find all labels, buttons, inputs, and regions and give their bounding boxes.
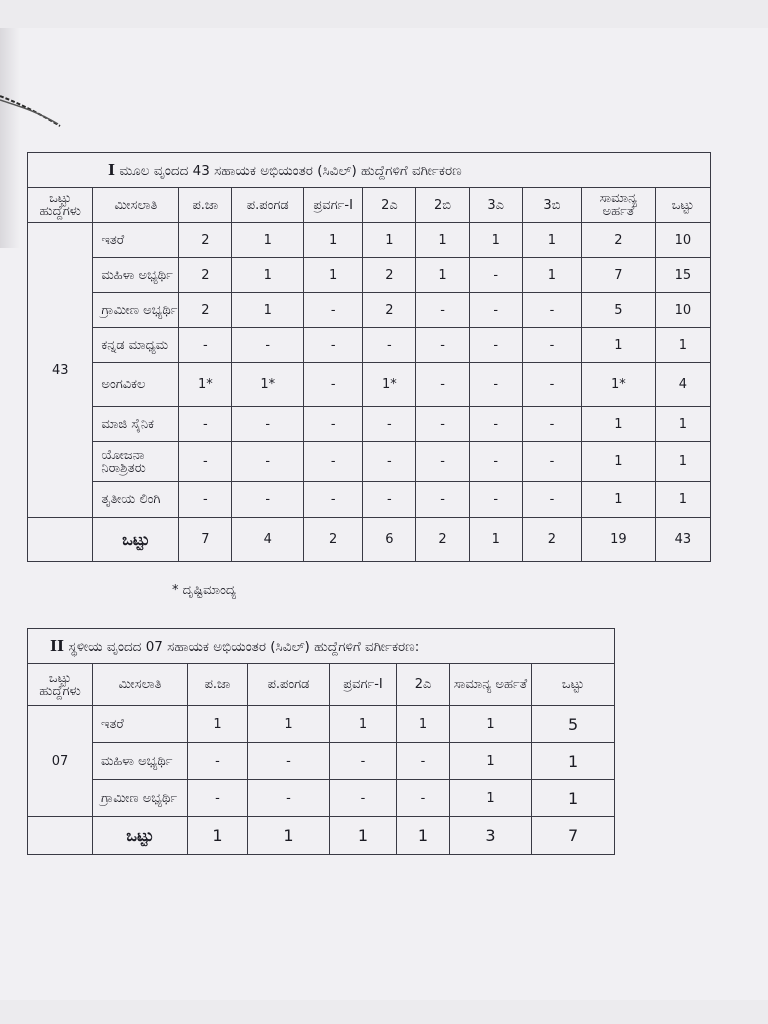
cell: -	[522, 293, 581, 328]
cell: 4	[655, 363, 710, 407]
cell: -	[188, 780, 248, 817]
row-label: ಮಾಜಿ ಸೈನಿಕ	[93, 407, 179, 442]
cell: 1	[655, 442, 710, 482]
footnote: * ದೃಷ್ಟಿಮಾಂದ್ಯ	[172, 583, 237, 598]
header-total: ಒಟ್ಟು	[532, 664, 615, 706]
row-label: ಗ್ರಾಮೀಣ ಅಭ್ಯರ್ಥಿ	[93, 780, 188, 817]
cell: 5	[532, 706, 615, 743]
total-label: ಒಟ್ಟು	[93, 817, 188, 855]
row-label: ಕನ್ನಡ ಮಾಧ್ಯಮ	[93, 328, 179, 363]
cell: -	[304, 328, 363, 363]
cell: 1	[582, 407, 656, 442]
cell: 1	[655, 482, 710, 518]
header-row	[28, 664, 615, 706]
table-row	[28, 442, 711, 482]
header-2b: 2ಬಿ	[416, 188, 469, 223]
header-reservation: ಮೀಸಲಾತಿ	[93, 188, 179, 223]
table-row	[28, 328, 711, 363]
cell: 1	[655, 407, 710, 442]
cell: -	[232, 442, 304, 482]
header-st: ಪ.ಪಂಗಡ	[232, 188, 304, 223]
total-cell: 1	[469, 518, 522, 562]
header-sc: ಪ.ಜಾ	[188, 664, 248, 706]
header-st: ಪ.ಪಂಗಡ	[248, 664, 330, 706]
cell: 1	[232, 258, 304, 293]
cell: 15	[655, 258, 710, 293]
table-title: II ಸ್ಥಳೀಯ ವೃಂದದ 07 ಸಹಾಯಕ ಅಭಿಯಂತರ (ಸಿವಿಲ್) ಹುದ್ದೆಗಳಿಗೆ ವರ್ಗೀಕರಣ:	[28, 629, 615, 664]
cell: -	[416, 328, 469, 363]
cell: -	[363, 407, 416, 442]
table-row	[28, 780, 615, 817]
total-cell: 2	[416, 518, 469, 562]
cell: 10	[655, 293, 710, 328]
cell: -	[179, 482, 232, 518]
header-2a: 2ಎ	[363, 188, 416, 223]
cell: -	[522, 328, 581, 363]
row-label: ಯೋಜನಾ ನಿರಾಶ್ರಿತರು	[93, 442, 179, 482]
cell: -	[469, 328, 522, 363]
table-row	[28, 223, 711, 258]
total-cell: 2	[522, 518, 581, 562]
empty-cell	[28, 817, 93, 855]
cell: -	[363, 328, 416, 363]
total-cell: 1	[248, 817, 330, 855]
cell: -	[248, 780, 330, 817]
cell: -	[522, 363, 581, 407]
row-label: ಗ್ರಾಮೀಣ ಅಭ್ಯರ್ಥಿ	[93, 293, 179, 328]
cell: -	[522, 442, 581, 482]
cell: -	[232, 482, 304, 518]
table-row	[28, 258, 711, 293]
total-posts-cell: 07	[28, 706, 93, 817]
cell: 1	[363, 223, 416, 258]
table-local-cadre	[27, 628, 615, 855]
cell: 2	[179, 293, 232, 328]
header-row	[28, 188, 711, 223]
total-cell: 1	[330, 817, 397, 855]
row-label: ಮಹಿಳಾ ಅಭ್ಯರ್ಥಿ	[93, 258, 179, 293]
cell: 1*	[363, 363, 416, 407]
header-category-1: ಪ್ರವರ್ಗ-I	[304, 188, 363, 223]
total-cell: 4	[232, 518, 304, 562]
header-general-merit: ಸಾಮಾನ್ಯ ಅರ್ಹತೆ	[582, 188, 656, 223]
cell: -	[416, 482, 469, 518]
cell: 1	[450, 706, 532, 743]
header-total: ಒಟ್ಟು	[655, 188, 710, 223]
table-row	[28, 482, 711, 518]
cell: 1	[532, 743, 615, 780]
empty-cell	[28, 518, 93, 562]
total-cell: 2	[304, 518, 363, 562]
cell: 1	[582, 482, 656, 518]
cell: 1	[655, 328, 710, 363]
cell: 1	[232, 293, 304, 328]
cell: 5	[582, 293, 656, 328]
cell: -	[330, 743, 397, 780]
cell: -	[179, 442, 232, 482]
total-cell: 1	[397, 817, 450, 855]
table-row	[28, 293, 711, 328]
cell: 7	[582, 258, 656, 293]
cell: -	[232, 407, 304, 442]
cell: 2	[179, 223, 232, 258]
total-row	[28, 817, 615, 855]
header-3a: 3ಎ	[469, 188, 522, 223]
total-cell: 7	[532, 817, 615, 855]
table-row	[28, 407, 711, 442]
cell: -	[179, 407, 232, 442]
cell: 2	[363, 293, 416, 328]
total-row	[28, 518, 711, 562]
table-row	[28, 743, 615, 780]
cell: -	[363, 442, 416, 482]
cell: -	[469, 258, 522, 293]
cell: 1	[416, 223, 469, 258]
cell: 1*	[582, 363, 656, 407]
header-category-1: ಪ್ರವರ್ಗ-I	[330, 664, 397, 706]
cell: 1	[450, 743, 532, 780]
header-general-merit: ಸಾಮಾನ್ಯ ಅರ್ಹತೆ	[450, 664, 532, 706]
cell: -	[304, 363, 363, 407]
cell: -	[232, 328, 304, 363]
cell: 1	[469, 223, 522, 258]
cell: 1	[232, 223, 304, 258]
cell: -	[469, 482, 522, 518]
total-cell: 19	[582, 518, 656, 562]
table-row	[28, 363, 711, 407]
cell: 1*	[179, 363, 232, 407]
row-label: ಮಹಿಳಾ ಅಭ್ಯರ್ಥಿ	[93, 743, 188, 780]
cell: 1	[532, 780, 615, 817]
table-main-cadre	[27, 152, 711, 562]
cell: -	[416, 293, 469, 328]
cell: -	[522, 407, 581, 442]
cell: 1	[582, 442, 656, 482]
total-cell: 43	[655, 518, 710, 562]
cell: 1	[304, 223, 363, 258]
cell: -	[248, 743, 330, 780]
cell: -	[304, 293, 363, 328]
cell: 1	[522, 258, 581, 293]
cell: -	[397, 743, 450, 780]
cell: 2	[363, 258, 416, 293]
cell: 1	[397, 706, 450, 743]
total-cell: 6	[363, 518, 416, 562]
cell: 1	[188, 706, 248, 743]
cell: 10	[655, 223, 710, 258]
paper-shadow	[0, 28, 20, 248]
cell: -	[304, 442, 363, 482]
cell: -	[304, 407, 363, 442]
cell: 1	[416, 258, 469, 293]
cell: 1	[248, 706, 330, 743]
cell: -	[330, 780, 397, 817]
total-posts-cell: 43	[28, 223, 93, 518]
cell: -	[188, 743, 248, 780]
total-cell: 1	[188, 817, 248, 855]
total-cell: 3	[450, 817, 532, 855]
header-2a: 2ಎ	[397, 664, 450, 706]
header-total-posts: ಒಟ್ಟು ಹುದ್ದೆಗಳು	[28, 664, 93, 706]
cell: 1	[450, 780, 532, 817]
cell: 1*	[232, 363, 304, 407]
header-3b: 3ಬಿ	[522, 188, 581, 223]
cell: -	[363, 482, 416, 518]
row-label: ಇತರೆ	[93, 706, 188, 743]
cell: -	[469, 442, 522, 482]
cell: -	[416, 407, 469, 442]
total-cell: 7	[179, 518, 232, 562]
cell: -	[304, 482, 363, 518]
cell: -	[469, 293, 522, 328]
cell: -	[179, 328, 232, 363]
cell: -	[397, 780, 450, 817]
cell: 2	[179, 258, 232, 293]
cell: 1	[330, 706, 397, 743]
cell: -	[522, 482, 581, 518]
binding-string-icon	[0, 88, 62, 128]
header-sc: ಪ.ಜಾ	[179, 188, 232, 223]
header-total-posts: ಒಟ್ಟು ಹುದ್ದೆಗಳು	[28, 188, 93, 223]
header-reservation: ಮೀಸಲಾತಿ	[93, 664, 188, 706]
cell: 2	[582, 223, 656, 258]
row-label: ತೃತೀಯ ಲಿಂಗಿ	[93, 482, 179, 518]
cell: -	[416, 363, 469, 407]
total-label: ಒಟ್ಟು	[93, 518, 179, 562]
cell: 1	[304, 258, 363, 293]
cell: -	[469, 407, 522, 442]
table-title: I ಮೂಲ ವೃಂದದ 43 ಸಹಾಯಕ ಅಭಿಯಂತರ (ಸಿವಿಲ್) ಹುದ್ದೆಗಳಿಗೆ ವರ್ಗೀಕರಣ	[28, 153, 711, 188]
cell: -	[416, 442, 469, 482]
row-label: ಇತರೆ	[93, 223, 179, 258]
table-row	[28, 706, 615, 743]
cell: 1	[582, 328, 656, 363]
cell: 1	[522, 223, 581, 258]
cell: -	[469, 363, 522, 407]
row-label: ಅಂಗವಿಕಲ	[93, 363, 179, 407]
